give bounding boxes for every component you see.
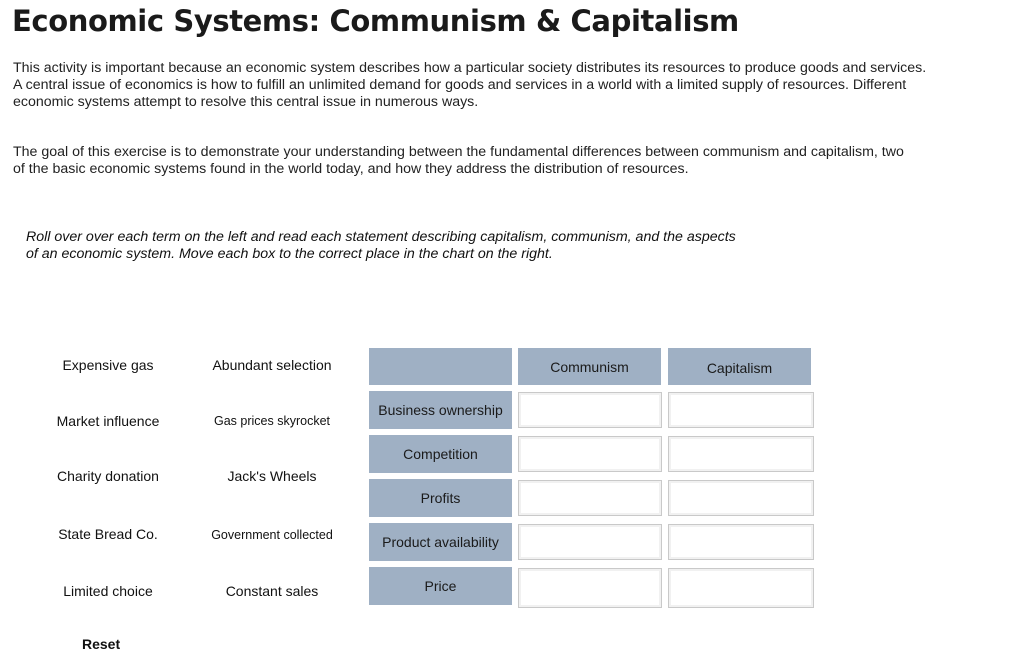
intro-paragraph-1: This activity is important because an economic system describes how a particular society distributes its resources to produce goods and services. A central issue of economics is how to fulfill an unlimited demand for goods and services in a world with a limited supply of resources. Different economic systems attempt to resolve this central issue in numerous ways. xyxy=(13,60,927,110)
drop-slot-communism-business-ownership[interactable] xyxy=(518,392,662,428)
term-gas-prices-skyrocket[interactable]: Gas prices skyrocket xyxy=(213,414,330,428)
column-header-communism: Communism xyxy=(518,348,661,385)
page-title: Economic Systems: Communism & Capitalism xyxy=(12,4,739,38)
term-constant-sales[interactable]: Constant sales xyxy=(225,583,319,599)
term-market-influence[interactable]: Market influence xyxy=(56,413,160,429)
drop-slot-capitalism-product-availability[interactable] xyxy=(668,524,814,560)
term-jacks-wheels[interactable]: Jack's Wheels xyxy=(227,468,317,484)
drop-slot-capitalism-price[interactable] xyxy=(668,568,814,608)
term-abundant-selection[interactable]: Abundant selection xyxy=(212,357,332,373)
drop-slot-communism-product-availability[interactable] xyxy=(518,524,662,560)
column-header-capitalism: Capitalism xyxy=(668,348,811,385)
drop-slot-capitalism-profits[interactable] xyxy=(668,480,814,516)
drop-slot-communism-competition[interactable] xyxy=(518,436,662,472)
row-header-profits: Profits xyxy=(369,479,512,517)
reset-button[interactable]: Reset xyxy=(82,636,121,652)
drop-slot-communism-price[interactable] xyxy=(518,568,662,608)
row-header-product-availability: Product availability xyxy=(369,523,512,561)
term-state-bread-co[interactable]: State Bread Co. xyxy=(58,526,158,542)
drop-slot-capitalism-competition[interactable] xyxy=(668,436,814,472)
drop-slot-capitalism-business-ownership[interactable] xyxy=(668,392,814,428)
row-header-price: Price xyxy=(369,567,512,605)
term-limited-choice[interactable]: Limited choice xyxy=(63,583,153,599)
chart-corner-cell xyxy=(369,348,512,385)
intro-paragraph-2: The goal of this exercise is to demonstrate your understanding between the fundamental differences between communism and capitalism, two of the basic economic systems found in the world today, and how they address the distribution of resources. xyxy=(13,144,904,177)
term-government-collected[interactable]: Government collected xyxy=(211,528,333,542)
term-expensive-gas[interactable]: Expensive gas xyxy=(62,357,154,373)
term-charity-donation[interactable]: Charity donation xyxy=(57,468,159,484)
row-header-competition: Competition xyxy=(369,435,512,473)
row-header-business-ownership: Business ownership xyxy=(369,391,512,429)
drop-slot-communism-profits[interactable] xyxy=(518,480,662,516)
activity-instructions: Roll over over each term on the left and read each statement describing capitalism, communism, and the aspects of an economic system. Move each box to the correct place in the chart on the right. xyxy=(26,229,736,262)
